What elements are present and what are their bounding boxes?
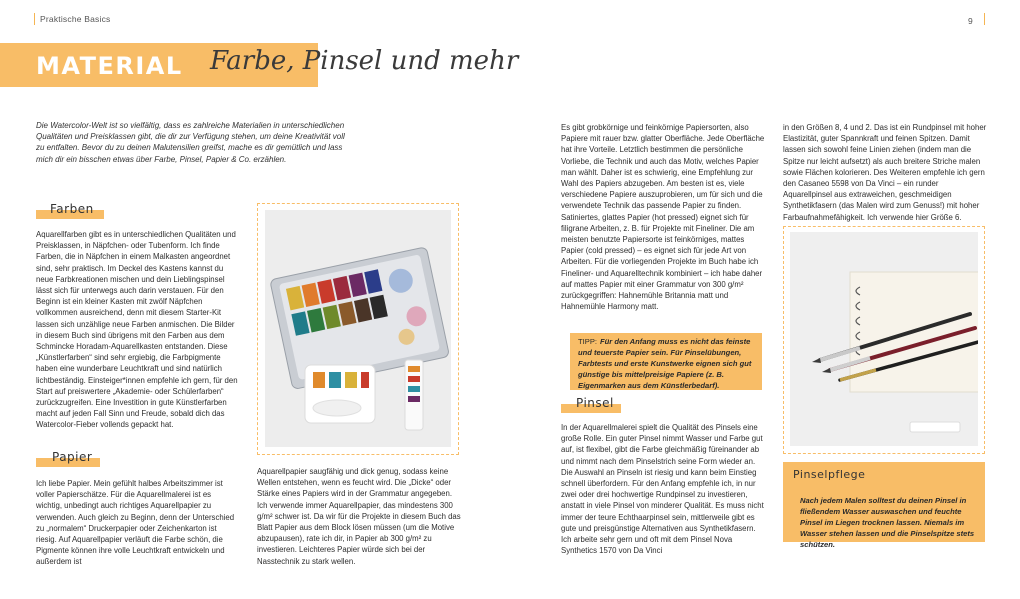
pinselpflege-heading: Pinselpflege <box>793 468 866 481</box>
running-head-mark <box>34 13 35 25</box>
paint-box-photo <box>265 210 451 447</box>
papier-text-col2: Aquarellpapier saugfähig und dick genug, sodass keine Wellen entstehen, wenn es feucht wird. Die „Dicke“ oder Stärke eines Papiers wird in der Grammatur angegeben. Ich verwende immer Aquarellpapier, das mindestens 300 g/m² schwer ist. Da wir für die Projekte in diesem Buch das Blatt Papier aus dem Block lösen müssen (um die Motive abzupausen), rate ich dir, in Papier ab 300 g/m² zu investieren. Leichteres Papier würde sich bei der Nasstechnik zu stark wellen. <box>257 467 461 566</box>
page-number-mark <box>984 13 985 25</box>
running-head: Praktische Basics <box>40 14 111 24</box>
farben-heading: Farben <box>50 202 94 216</box>
pinselpflege-text: Nach jedem Malen solltest du deinen Pinsel in fließendem Wasser auswaschen und feuchte Pinsel im Liegen trocknen lassen. Niemals im Wasser stehen lassen und die Pinselspitze stets schützen. <box>800 496 975 549</box>
brushes-photo <box>790 232 978 446</box>
paint-box-image <box>265 210 451 447</box>
tip-label: TIPP: <box>578 337 597 346</box>
pinsel-heading: Pinsel <box>576 396 614 410</box>
page-subtitle: Farbe, Pinsel und mehr <box>210 46 519 76</box>
papier-heading: Papier <box>52 450 93 464</box>
farben-text: Aquarellfarben gibt es in unterschiedlichen Qualitäten und Preisklassen, in Näpfchen- oder Tubenform. Ich finde Farben, die in Näpfchen in einem Malkasten angeordnet sind, sehr praktisch. Im Deckel des Kastens kannst du neue Farbkreationen mischen und dein Lieblingspinsel lässt sich für unterwegs auch darin verstauen. Für den Beginn ist ein kleiner Kasten mit zwölf Näpfchen vollkommen ausreichend, denn mit diesem Starter-Kit lassen sich unzählige neue Farben anmischen. Die Bilder in diesem Buch sind übrigens mit den Farben aus dem Schmincke Horadam-Aquarellkasten entstanden. Diese „Künstlerfarben“ sind sehr ergiebig, die Farbpigmente haben eine wunderbare Leuchtkraft und sind natürlich lichtbeständig. Einsteiger*innen empfehle ich gern, für den Start auf preiswertere „Akademie- oder Schülerfarben“ zurückzugreifen. Eine Investition in gute Künstlerfarben macht auf jeden Fall Sinn und Freude, sobald dich das Watercolor-Fieber vollends gepackt hat. <box>36 230 238 430</box>
page-number: 9 <box>968 16 973 26</box>
pinsel-text-col4: in den Größen 8, 4 und 2. Das ist ein Rundpinsel mit hoher Elastizität, guter Spannkraft und feinen Spitzen. Damit lassen sich sowohl feine Linien ziehen (indem man die Spitze nur leicht aufsetzt) als auch breitere Striche malen sowie Flächen kolorieren. Des Weiteren empfehle ich gern den Casaneo 5598 von Da Vinci – ein runder Aquarellpinsel aus extraweichen, geschmeidigen Synthetikfasern (das Malen wird zum Genuss!) mit hoher Farbaufnahmefähigkeit. Ich verwende hier Größe 6. <box>783 123 987 222</box>
tip-text <box>578 336 758 391</box>
page-title: MATERIAL <box>36 52 183 80</box>
tip-body: Für den Anfang muss es nicht das feinste und teuerste Papier sein. Für Pinselübungen, Farbtests und erste Kunstwerke eignen sich gut günstige bis mittelpreisige Papiere (z. B. Eigenmarken aus dem Künstlerbedarf). <box>578 337 752 390</box>
pinsel-text: In der Aquarellmalerei spielt die Qualität des Pinsels eine große Rolle. Ein guter Pinsel nimmt Wasser und Farbe gut auf, ist flexibel, gibt die Farbe gleichmäßig füreinander ab und nimmt nach dem Pinselstrich seine Form wieder an. Die Auswahl an Pinseln ist riesig und kann beim Einstieg schnell überfordern. Für den Anfang empfehle ich, in nur zwei oder drei hochwertige Rundpinsel zu investieren, anstatt in viele Pinsel von minderer Qualität. Es muss nicht immer der teure Echthaarpinsel sein, mittlerweile gibt es gute und preisgünstige Alternativen aus Synthetikfasern. Ich arbeite sehr gern und oft mit dem Pinsel Nova Synthetics 1570 von Da Vinci <box>561 423 764 556</box>
papier-text: Ich liebe Papier. Mein gefühlt halbes Arbeitszimmer ist voller Papierschätze. Für die Aquarellmalerei ist es wichtig, unbedingt auch richtiges Aquarellpapier zu verwenden. Auch gleich zu Beginn, denn der Unterschied zu „normalem“ Druckerpapier oder Zeichenkarton ist riesig. Auf Aquarellpapier verläuft die Farbe schön, die Pigmente können ihre volle Leuchtkraft entwickeln und außerdem ist <box>36 479 235 567</box>
brushes-image <box>790 232 978 446</box>
intro-text: Die Watercolor-Welt ist so vielfältig, dass es zahlreiche Materialien in unterschiedlichen Qualitäten und Preisklassen gibt, die dir zur Verfügung stehen, um deine Kreativität voll zu entfalten. Bevor du zu deinen Malutensilien greifst, mache es dir gemütlich und lass mich dir ein bisschen etwas über Farbe, Pinsel, Papier & Co. erzählen. <box>36 121 345 164</box>
papier-text-col3: Es gibt grobkörnige und feinkörnige Papiersorten, also Papiere mit rauer bzw. glatter Oberfläche. Jede Oberfläche hat ihre Vorteile. Letztlich bestimmen die persönliche Vorliebe, die Technik und auch das Motiv, welches Papier man wählt. Daher ist es schwierig, eine Empfehlung zur Wahl des Papiers abzugeben. Am besten ist es, viele verschiedene Papiere auszuprobieren, um für sich und die verwendete Technik das passende Papier zu finden. Satiniertes, glattes Papier (hot pressed) eignet sich für filigrane Arbeiten, z. B. für Projekte mit Fineliner. Die am meisten benutzte Papiersorte ist feinkörniges, mattes Papier (cold pressed) – es eignet sich für jede Art von Arbeiten. Für die vorliegenden Projekte im Buch habe ich Fineliner- und Aquarelltechnik kombiniert – ich habe daher auf mattes Papier mit einer Grammatur von 300 g/m² zurückgegriffen: Hahnemühle Britannia matt und Hahnemühle Harmony matt. <box>561 123 765 312</box>
